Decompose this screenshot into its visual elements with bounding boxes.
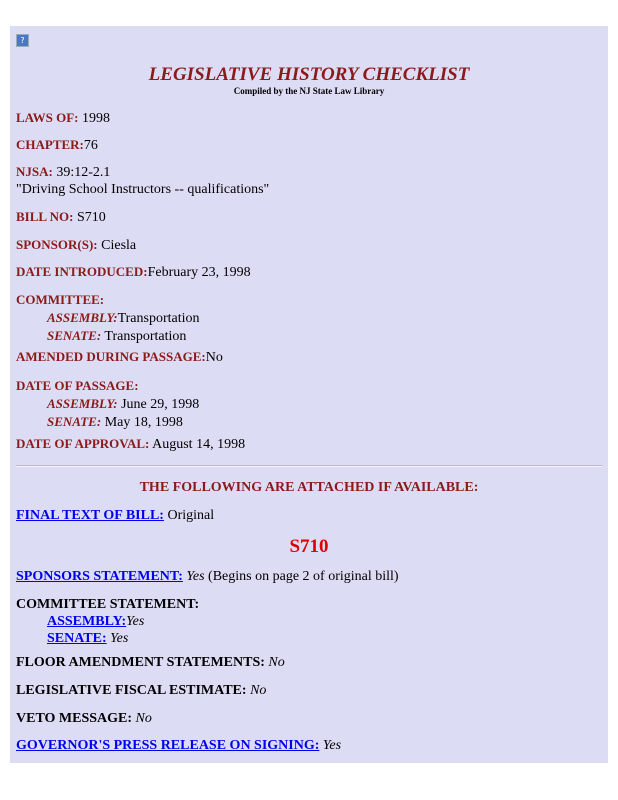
date-introduced-value: February 23, 1998 — [147, 265, 251, 280]
date-approval-label: DATE OF APPROVAL: — [16, 436, 150, 451]
passage-senate-value: May 18, 1998 — [101, 415, 183, 430]
fiscal-estimate-row — [16, 682, 266, 699]
fiscal-estimate-label: LEGISLATIVE FISCAL ESTIMATE: — [16, 683, 247, 698]
amended-value: No — [205, 350, 223, 365]
final-text-row — [16, 507, 214, 524]
veto-label: VETO MESSAGE: — [16, 711, 133, 726]
laws-of-row — [16, 109, 110, 127]
committee-label: COMMITTEE: — [16, 292, 105, 307]
amended-row — [16, 348, 223, 366]
floor-amendment-value: No — [264, 655, 285, 670]
checklist-page — [10, 26, 608, 763]
amended-label: AMENDED DURING PASSAGE: — [16, 349, 206, 364]
veto-row — [16, 710, 152, 727]
broken-image-icon: ? — [16, 34, 29, 47]
committee-statement-senate-value: Yes — [106, 631, 129, 646]
committee-assembly-value: Transportation — [117, 311, 200, 326]
committee-statement-label: COMMITTEE STATEMENT: — [16, 597, 200, 612]
sponsors-statement-link[interactable]: SPONSORS STATEMENT: — [16, 569, 183, 584]
bill-no-value: S710 — [73, 210, 106, 225]
date-introduced-label: DATE INTRODUCED: — [16, 264, 148, 279]
press-release-link[interactable]: GOVERNOR'S PRESS RELEASE ON SIGNING: — [16, 738, 320, 753]
laws-of-label: LAWS OF: — [16, 110, 79, 125]
page-title: LEGISLATIVE HISTORY CHECKLIST — [148, 64, 470, 85]
passage-assembly-value: June 29, 1998 — [117, 397, 200, 412]
committee-assembly-label: ASSEMBLY: — [47, 310, 118, 325]
chapter-value: 76 — [83, 138, 98, 153]
njsa-description: "Driving School Instructors -- qualifications" — [16, 182, 270, 197]
floor-amendment-row — [16, 654, 285, 671]
chapter-label: CHAPTER: — [16, 137, 84, 152]
sponsors-statement-row — [16, 568, 399, 585]
passage-senate-label: SENATE: — [47, 414, 102, 429]
njsa-label: NJSA: — [16, 164, 53, 179]
sponsors-label: SPONSOR(S): — [16, 237, 98, 252]
njsa-value: 39:12-2.1 — [52, 165, 111, 180]
committee-block — [16, 291, 200, 345]
date-approval-row — [16, 435, 245, 453]
passage-assembly-label: ASSEMBLY: — [47, 396, 118, 411]
committee-statement-senate-link[interactable]: SENATE: — [47, 631, 107, 646]
press-release-row — [16, 737, 341, 754]
fiscal-estimate-value: No — [246, 683, 267, 698]
date-passage-block — [16, 377, 199, 431]
chapter-row — [16, 136, 98, 154]
sponsors-row — [16, 236, 136, 254]
veto-value: No — [132, 711, 152, 726]
final-text-value: Original — [163, 508, 215, 523]
page-subtitle: Compiled by the NJ State Law Library — [233, 86, 385, 96]
section-divider — [16, 465, 602, 467]
committee-statement-assembly-link[interactable]: ASSEMBLY: — [47, 614, 127, 629]
laws-of-value: 1998 — [78, 111, 110, 126]
bill-heading: S710 — [289, 536, 329, 557]
attached-heading: THE FOLLOWING ARE ATTACHED IF AVAILABLE: — [139, 480, 479, 495]
press-release-value: Yes — [319, 738, 342, 753]
bill-no-label: BILL NO: — [16, 209, 74, 224]
committee-senate-value: Transportation — [101, 329, 187, 344]
sponsors-value: Ciesla — [97, 238, 137, 253]
bill-no-row — [16, 208, 106, 226]
date-introduced-row — [16, 263, 251, 281]
committee-statement-assembly-value: Yes — [126, 614, 145, 629]
sponsors-statement-value: Yes — [182, 569, 205, 584]
floor-amendment-label: FLOOR AMENDMENT STATEMENTS: — [16, 655, 265, 670]
date-approval-value: August 14, 1998 — [149, 437, 246, 452]
njsa-row — [16, 163, 269, 198]
final-text-link[interactable]: FINAL TEXT OF BILL: — [16, 508, 164, 523]
sponsors-statement-note: (Begins on page 2 of original bill) — [204, 569, 399, 584]
committee-statement-block — [16, 596, 199, 647]
committee-senate-label: SENATE: — [47, 328, 102, 343]
date-passage-label: DATE OF PASSAGE: — [16, 378, 139, 393]
